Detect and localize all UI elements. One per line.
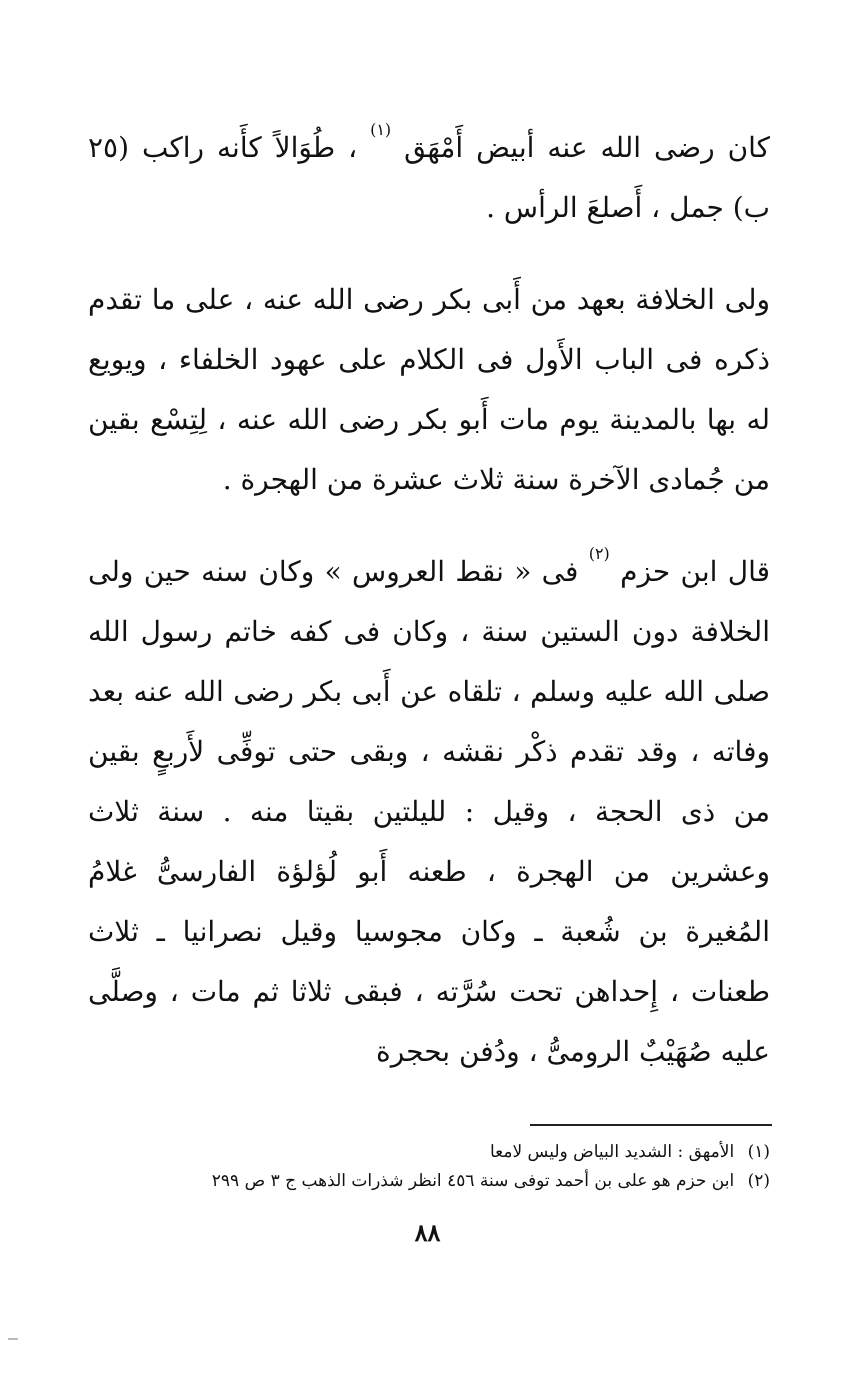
footnote-1: [120, 1138, 770, 1167]
footnote-2-text: ابن حزم هو على بن أحمد توفى سنة ٤٥٦ انظر شذرات الذهب ج ٣ ص ٢٩٩: [211, 1171, 735, 1191]
scan-speck: [8, 1338, 18, 1340]
main-text: [88, 118, 770, 1082]
footnotes: [120, 1138, 770, 1196]
paragraph-1-text-start: كان رضى الله عنه أبيض أَمْهَق: [404, 131, 771, 164]
footnote-1-text: الأمهق : الشديد البياض وليس لامعا: [489, 1142, 735, 1162]
footnote-marker-2: (٢): [588, 544, 610, 563]
footnote-divider: [530, 1124, 772, 1126]
paragraph-3: [88, 542, 770, 1082]
footnote-marker-1: (١): [370, 120, 392, 139]
paragraph-3-text-start: قال ابن حزم: [620, 555, 771, 588]
paragraph-1-text-end: ، طُوَالاً كأَنه راكب (٢٥ ب) جمل ، أَصلعَ الرأس .: [88, 131, 770, 224]
paragraph-1: [88, 118, 770, 238]
footnote-2-number: (٢): [747, 1171, 770, 1191]
paragraph-3-text-end: فى « نقط العروس » وكان سنه حين ولى الخلافة دون الستين سنة ، وكان فى كفه خاتم رسول الله صلى الله عليه وسلم ، تلقاه عن أَبى بكر رضى الله عنه بعد وفاته ، وقد تقدم ذكْر نقشه ، وبقى حتى توفِّى لأَربعٍ بقين من ذى الحجة ، وقيل : لليلتين بقيتا منه . سنة ثلاث وعشرين من الهجرة ، طعنه أَبو لُؤلؤة الفارسىُّ غلامُ المُغيرة بن شُعبة ـ وكان مجوسيا وقيل نصرانيا ـ ثلاث طعنات ، إِحداهن تحت سُرَّته ، فبقى ثلاثا ثم مات ، وصلَّى عليه صُهَيْبٌ الرومىُّ ، ودُفن بحجرة: [88, 555, 771, 1068]
footnote-2: [120, 1167, 770, 1196]
paragraph-2: ولى الخلافة بعهد من أَبى بكر رضى الله عنه ، على ما تقدم ذكره فى الباب الأَول فى الكلام على عهود الخلفاء ، ويويع له بها بالمدينة يوم مات أَبو بكر رضى الله عنه ، لِتِسْع بقين من جُمادى الآخرة سنة ثلاث عشرة من الهجرة .: [88, 283, 770, 496]
page-number: ٨٨: [414, 1218, 441, 1247]
footnote-1-number: (١): [747, 1142, 770, 1162]
